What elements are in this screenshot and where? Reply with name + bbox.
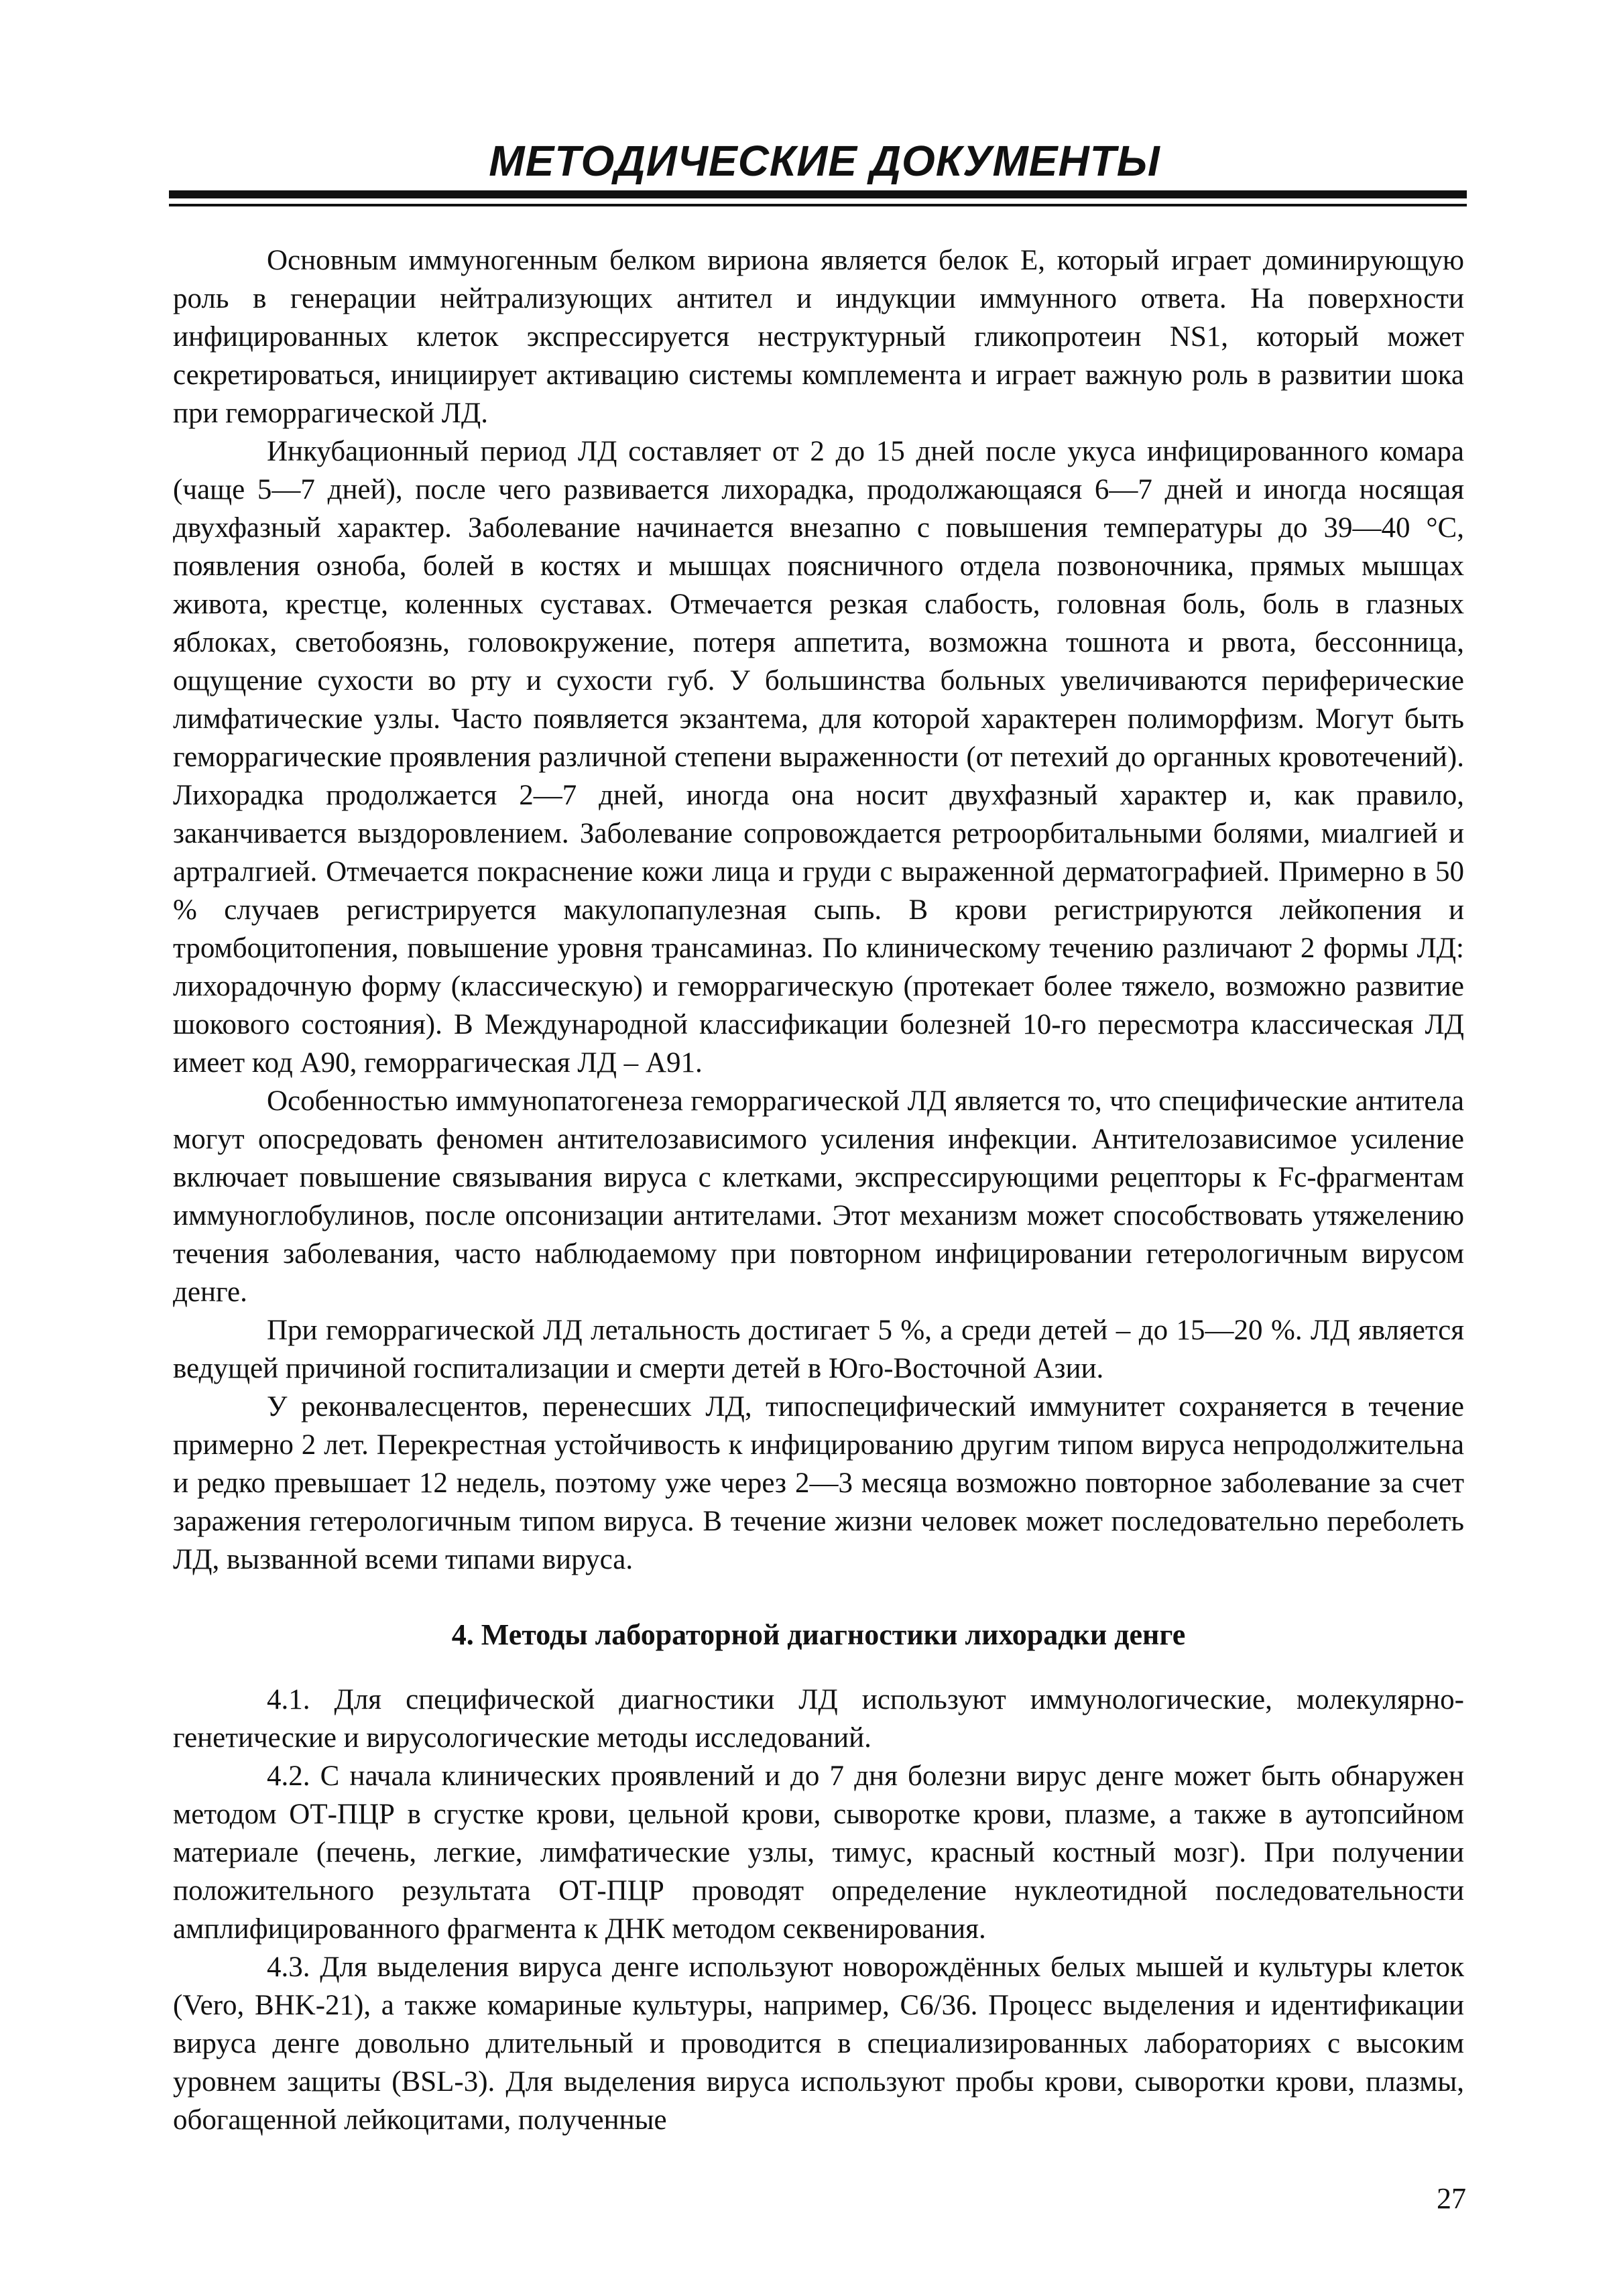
paragraph-4-1: 4.1. Для специфической диагностики ЛД используют иммунологические, молекулярно-генетические и вирусологические методы исследований.: [173, 1684, 1464, 1754]
paragraph-lethality: При геморрагической ЛД летальность достигает 5 %, а среди детей – до 15—20 %. ЛД является ведущей причиной госпитализации и смерти детей в Юго-Восточной Азии.: [173, 1315, 1464, 1384]
page-header-title: МЕТОДИЧЕСКИЕ ДОКУМЕНТЫ: [489, 137, 1160, 185]
header-rule-thick: [169, 190, 1467, 198]
section-heading: 4. Методы лабораторной диагностики лихорадки денге: [451, 1618, 1186, 1651]
paragraph-4-2: 4.2. С начала клинических проявлений и до 7 дня болезни вирус денге может быть обнаружен методом ОТ-ПЦР в сгустке крови, цельной крови, сыворотке крови, плазме, а также в аутопсийном материале (печень, легкие, лимфатические узлы, тимус, красный костный мозг). При получении положительного результата ОТ-ПЦР проводят определение нуклеотидной последовательности амплифицированного фрагмента к ДНК методом секвенирования.: [173, 1760, 1464, 1945]
header-rule-thin: [169, 204, 1467, 206]
paragraph-immunopathogenesis: Особенностью иммунопатогенеза геморрагической ЛД является то, что специфические антитела могут опосредовать феномен антителозависимого усиления инфекции. Антителозависимое усиление включает повышение связывания вируса с клетками, экспрессирующими рецепторы к Fc-фрагментам иммуноглобулинов, после опсонизации антителами. Этот механизм может способствовать утяжелению течения заболевания, часто наблюдаемому при повторном инфицировании гетерологичным вирусом денге.: [173, 1085, 1464, 1308]
paragraph-incubation-period: Инкубационный период ЛД составляет от 2 до 15 дней после укуса инфицированного комара (чаще 5—7 дней), после чего развивается лихорадка, продолжающаяся 6—7 дней и иногда носящая двухфазный характер. Заболевание начинается внезапно с повышения температуры до 39—40 °С, появления озноба, болей в костях и мышцах поясничного отдела позвоночника, прямых мышцах живота, крестце, коленных суставах. Отмечается резкая слабость, головная боль, боль в глазных яблоках, светобоязнь, головокружение, потеря аппетита, возможна тошнота и рвота, бессонница, ощущение сухости во рту и сухости губ. У большинства больных увеличиваются периферические лимфатические узлы. Часто появляется экзантема, для которой характерен полиморфизм. Могут быть геморрагические проявления различной степени выраженности (от петехий до органных кровотечений). Лихорадка продолжается 2—7 дней, иногда она носит двухфазный характер и, как правило, заканчивается выздоровлением. Заболевание сопровождается ретроорбитальными болями, миалгией и артралгией. Отмечается покраснение кожи лица и груди с выраженной дерматографией. Примерно в 50 % случаев регистрируется макулопапулезная сыпь. В крови регистрируются лейкопения и тромбоцитопения, повышение уровня трансаминаз. По клиническому течению различают 2 формы ЛД: лихорадочную форму (классическую) и геморрагическую (протекает более тяжело, возможно развитие шокового состояния). В Международной классификации болезней 10-го пересмотра классическая ЛД имеет код А90, геморрагическая ЛД – А91.: [173, 436, 1464, 1079]
paragraph-4-3: 4.3. Для выделения вируса денге используют новорождённых белых мышей и культуры клеток (Vero, BHK-21), а также комариные культуры, например, С6/36. Процесс выделения и идентификации вируса денге довольно длительный и проводится в специализированных лабораториях с высоким уровнем защиты (BSL-3). Для выделения вируса используют пробы крови, сыворотки крови, плазмы, обогащенной лейкоцитами, полученные: [173, 1951, 1464, 2136]
page-number: 27: [1437, 2182, 1466, 2215]
body-text: [173, 241, 1464, 2139]
paragraph-immunity: У реконвалесцентов, перенесших ЛД, типоспецифический иммунитет сохраняется в течение примерно 2 лет. Перекрестная устойчивость к инфицированию другим типом вируса непродолжительна и редко превышает 12 недель, поэтому уже через 2—3 месяца возможно повторное заболевание за счет заражения гетерологичным типом вируса. В течение жизни человек может последовательно переболеть ЛД, вызванной всеми типами вируса.: [173, 1391, 1464, 1575]
paragraph-immunogenic-protein: Основным иммуногенным белком вириона является белок Е, который играет доминирующую роль в генерации нейтрализующих антител и индукции иммунного ответа. На поверхности инфицированных клеток экспрессируется неструктурный гликопротеин NS1, который может секретироваться, инициирует активацию системы комплемента и играет важную роль в развитии шока при геморрагической ЛД.: [173, 245, 1464, 429]
